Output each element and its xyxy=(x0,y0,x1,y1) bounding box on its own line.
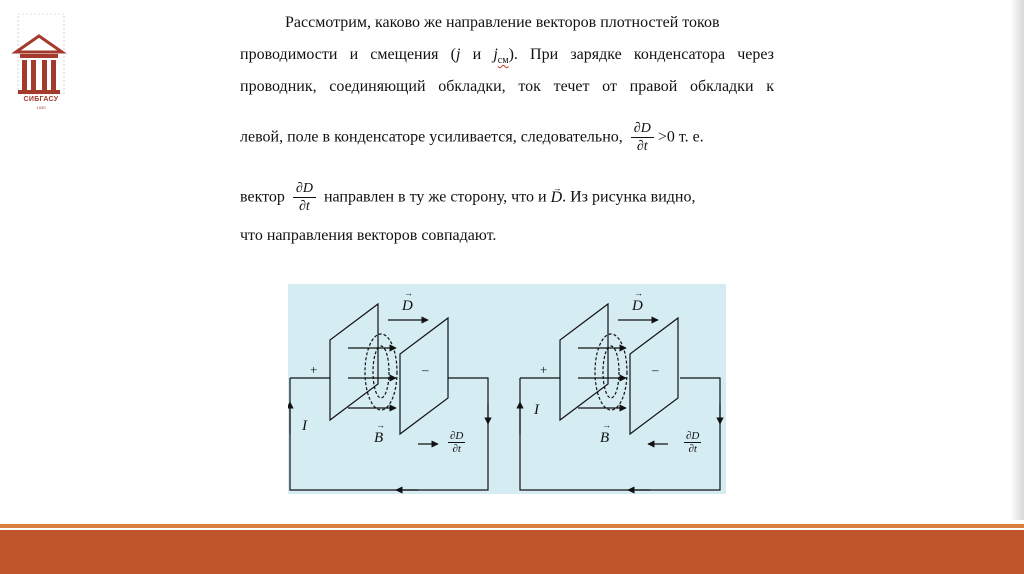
footer-bar xyxy=(0,530,1024,574)
label-dDdt-right: $\frac{\partial D}{\partial t}$ xyxy=(686,430,700,455)
label-minus-right: – xyxy=(652,362,659,377)
label-B-right: → B xyxy=(600,430,609,447)
label-plus-left: + xyxy=(310,362,318,377)
text-line-3: проводник, соединяющий обкладки, ток течет от правой обкладки к xyxy=(240,78,774,95)
derivative-fraction-2: $\frac{\partial D}{\partial t}$ xyxy=(293,182,316,214)
text-line-4: левой, поле в конденсаторе усиливается, следовательно, $\frac{\partial D}{\partial t}$ >0 т. е. xyxy=(240,121,704,154)
label-plus-right: + xyxy=(540,362,548,377)
label-D-left: → D xyxy=(402,298,413,315)
left-circuit xyxy=(290,304,488,490)
text-line-2: проводимости и смещения (j и $j_{см}$). При зарядке конденсатора через xyxy=(240,46,774,67)
right-circuit xyxy=(520,304,720,490)
capacitor-diagram-drawing xyxy=(288,284,726,494)
footer-accent-line xyxy=(0,524,1024,528)
label-I-left: I xyxy=(302,418,307,434)
label-D-right: → D xyxy=(632,298,643,315)
label-dDdt-left: $\frac{\partial D}{\partial t}$ xyxy=(450,430,464,455)
text-line-1: Рассмотрим, каково же направление векторов плотностей токов xyxy=(285,14,720,31)
label-I-right: I xyxy=(534,402,539,418)
capacitor-diagram xyxy=(288,284,726,494)
label-B-left: → B xyxy=(374,430,383,447)
text-line-6: что направления векторов совпадают. xyxy=(240,227,497,244)
label-minus-left: – xyxy=(422,362,429,377)
logo-year: 1930 xyxy=(36,105,46,110)
text-line-5: вектор $\frac{\partial D}{\partial t}$ направлен в ту же сторону, что и → D. Из рисунка видно, xyxy=(240,182,695,214)
slide-frame-shadow xyxy=(1010,0,1024,520)
logo-name: СИБГАСУ xyxy=(23,96,59,103)
derivative-fraction: $\frac{\partial D}{\partial t}$ xyxy=(631,122,654,154)
